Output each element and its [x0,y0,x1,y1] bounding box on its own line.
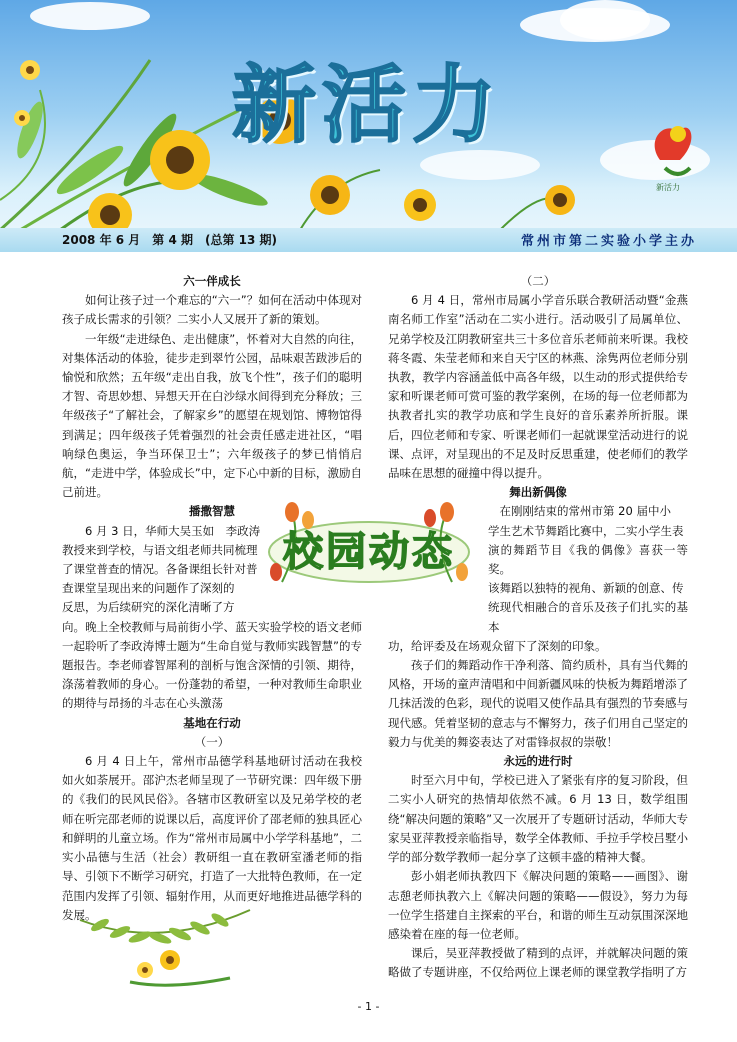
section-number: （二） [520,274,556,288]
masthead-title: 新活力 [232,56,503,154]
section-stamp [262,502,476,590]
fern-decoration [60,890,260,1000]
paragraph-line: 教授来到学校，与语文组老师共同梳理 [62,542,258,557]
paragraph: 向。晚上全校教师与局前街小学、蓝天实验学校的语文老师一起聆听了李政涛博士题为“生命自觉与教师实践智慧”的专题报告。李老师睿智犀利的剖析与饱含深情的引领、期待，涤荡着教师的身心。一份蓬勃的希望，一种对教师生命职业的期待与昂扬的斗志在心头激荡 [62,619,362,711]
paragraph-line: 了课堂普查的情况。各备课组长针对普 [62,562,258,577]
stamp-title: 校园动态 [283,529,455,575]
paragraph: 功，给评委及在场观众留下了深刻的印象。 [388,638,607,653]
paragraph: 6 月 4 日，常州市局属小学音乐联合教研活动暨“金燕南名师工作室”活动在二实小进行。活动吸引了局属单位、兄弟学校及江阴教研室共三十多位音乐老师前来听课。我校蒋冬霞、朱莹老师和来自天宁区的林燕、涂隽两位老师分别执教，教学内容涵盖低中高各年级，以生动的形式提供给专家和听课老师可赏可鉴的教学案例，在场的每一位老师都为执教者扎实的教学功底和学生良好的音乐素养所折服。课后，四位老师和专家、听课老师们一起就课堂活动进行的说课、点评，对呈现出的不足及时反思重建，使老师们的教学品味在思想的碰撞中得以提升。 [388,293,688,481]
paragraph-line: 6 月 3 日，华师大吴玉如 李政涛 [85,523,261,538]
paragraph: 如何让孩子过一个难忘的“六一”？如何在活动中体现对孩子成长需求的引领？二实小人又展开了新的策划。 [62,293,362,327]
article-title-wuchu: 舞出新偶像 [509,485,567,500]
paragraph-line: 反思，为后续研究的深化清晰了方 [62,600,235,615]
paragraph: 时至六月中旬，学校已进入了紧张有序的复习阶段，但二实小人研究的热情却依然不减。6 月 13 日，数学组围绕“解决问题的策略”又一次展开了专题研讨活动，华师大专家吴亚萍教授亲临指导，数学全体教师、手拉手学校吕墅小学的部分数学教师一起分享了这顿丰盛的精神大餐。 [388,773,688,865]
issue-bar [0,228,737,252]
paragraph: 彭小娟老师执教四下《解决问题的策略——画图》、谢志憩老师执教六上《解决问题的策略——假设》，努力为每一位学生搭建自主探索的平台，和谐的师生互动氛围深深地感染着在座的每一位老师。 [388,869,688,941]
paragraph: 6 月 4 日上午，常州市品德学科基地研讨活动在我校如火如荼展开。邵沪杰老师呈现了一节研究课：四年级下册的《我们的民风民俗》。各辖市区教研室以及兄弟学校的老师在听完邵老师的说课以后，高度评价了邵老师的独具匠心和鲜明的儿童立场。作为“常州市局属中小学学科基地”，二实小品德与生活（社会）教研组一直在教研室潘老师的指导、引领下不断学习研究，打造了一大批特色教师，在一定范围内发挥了引领、辐射作用，从而更好地推进品德学科的发展。 [62,754,362,922]
publisher: 常州市第二实验小学主办 [520,234,697,249]
paragraph: 孩子们的舞蹈动作干净利落、简约质朴，具有当代舞的风格，开场的童声清唱和中间新疆风味的快板为舞蹈增添了几抹活泼的色彩，现代的说唱又使作品具有强烈的节奏感与现代感。凭着坚韧的意志与不懈努力，孩子们用自己坚定的毅力与优美的舞姿表达了对雷锋叔叔的崇敬！ [388,658,688,749]
paragraph-line: 统现代相融合的音乐及孩子们扎实的基本 [488,600,688,634]
paragraph: 课后，吴亚萍教授做了精到的点评，并就解决问题的策略做了专题讲座，不仅给两位上课老师的课堂教学指明了方 [388,946,688,980]
left-column [62,272,362,925]
right-column [388,272,688,983]
section-number: （一） [194,734,230,749]
issue-info: 2008 年 6 月 第 4 期 (总第 13 期) [62,233,278,247]
article-title-liuyi: 六一伴成长 [183,274,241,288]
article-title-bosa: 播撒智慧 [189,504,235,519]
paragraph-line: 查课堂呈现出来的问题作了深刻的 [62,581,235,596]
paragraph-line: 学生艺术节舞蹈比赛中，二实小学生表 [488,523,684,538]
paragraph-line: 演的舞蹈节目《我的偶像》喜获一等奖。 [488,542,688,577]
article-title-jidi: 基地在行动 [183,715,241,730]
logo-caption: 新活力 [656,183,680,192]
page-number: - 1 - [357,1000,380,1013]
article-title-yongyuan: 永远的进行时 [503,754,573,769]
paragraph-line: 该舞蹈以独特的视角、新颖的创意、传 [488,581,684,596]
paragraph: 一年级“走进绿色、走出健康”，怀着对大自然的向往，对集体活动的体验，徒步走到翠竹公园，品味艰苦跋涉后的愉悦和欣然；五年级“走出自我，放飞个性”，孩子们的聪明才智、奇思妙想、异想天开在白沙绿水间得到充分释放；三年级孩子“了解社会，了解家乡”的愿望在规划馆、博物馆得到满足；四年级孩子凭着强烈的社会责任感走进社区，“唱响绿色奥运，争当环保卫士”；六年级孩子的梦已悄悄启航，“走进中学，体验成长”中，定下心中新的目标，激励自己前进。 [62,331,362,500]
paragraph-line: 在刚刚结束的常州市第 20 届中小 [499,504,671,519]
masthead-banner [0,0,737,252]
